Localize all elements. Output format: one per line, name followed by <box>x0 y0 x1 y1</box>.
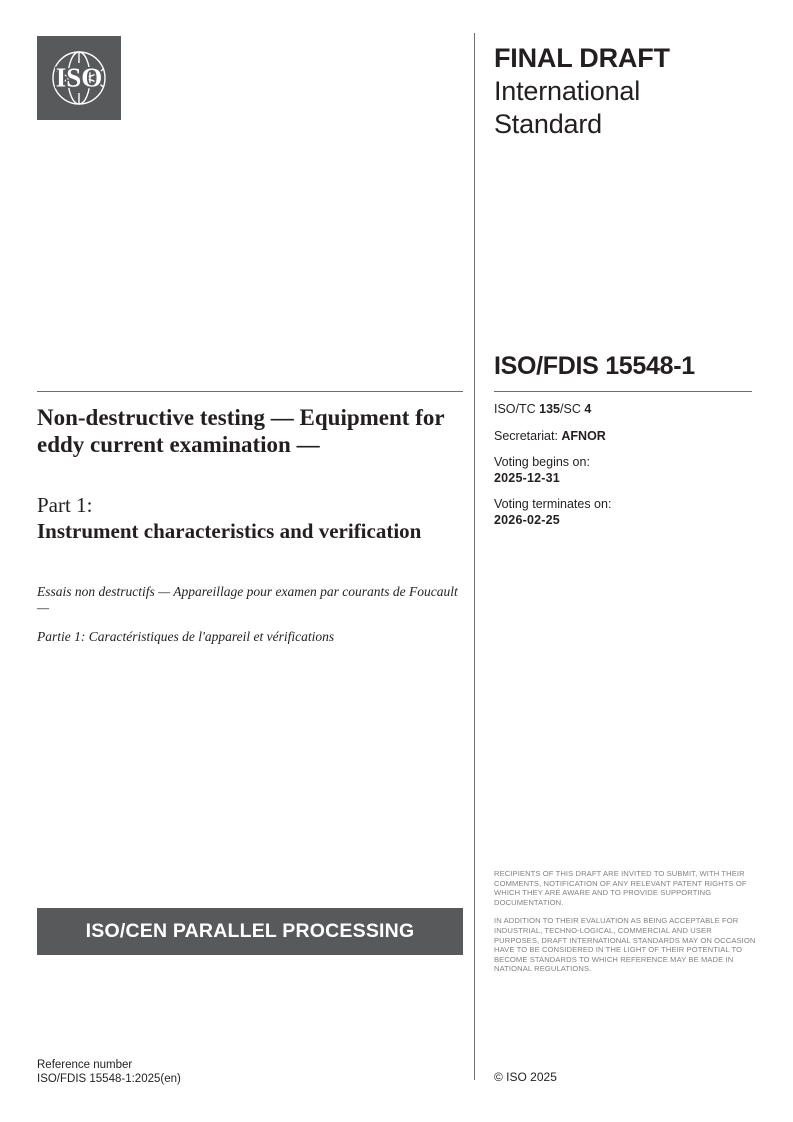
parallel-processing-label: ISO/CEN PARALLEL PROCESSING <box>85 920 415 942</box>
voting-terminates-date: 2026-02-25 <box>494 512 560 527</box>
document-type-heading <box>494 42 764 141</box>
column-divider <box>474 33 475 1080</box>
technical-committee <box>494 402 756 418</box>
secretariat <box>494 429 756 445</box>
part-label: Part 1: <box>37 493 93 517</box>
french-part-title: Partie 1: Caractéristiques de l'appareil et vérifications <box>37 629 335 644</box>
voting-begins <box>494 455 756 486</box>
title-divider-right <box>494 391 752 392</box>
document-type-line-1: FINAL DRAFT <box>494 43 670 73</box>
part-block <box>37 492 457 544</box>
sc-prefix: /SC <box>560 402 585 416</box>
standard-title-english: Non-destructive testing — Equipment for eddy current examination — <box>37 405 445 457</box>
notice-paragraph-1: RECIPIENTS OF THIS DRAFT ARE INVITED TO SUBMIT, WITH THEIR COMMENTS, NOTIFICATION OF ANY RELEVANT PATENT RIGHTS OF WHICH THEY ARE AWARE AND TO PROVIDE SUPPORTING DOCUMENTATION. <box>494 869 747 907</box>
tc-prefix: ISO/TC <box>494 402 540 416</box>
voting-terminates <box>494 497 756 528</box>
document-type-line-3: Standard <box>494 109 602 139</box>
reference-number-block <box>37 1058 181 1086</box>
voting-begins-label: Voting begins on: <box>494 455 590 469</box>
iso-globe-icon <box>37 36 121 120</box>
parallel-processing-banner <box>37 908 463 955</box>
secretariat-value: AFNOR <box>561 428 606 443</box>
part-title: Instrument characteristics and verification <box>37 519 422 543</box>
committee-metadata <box>494 402 756 528</box>
french-main-title: Essais non destructifs — Appareillage pour examen par courants de Foucault — <box>37 584 458 615</box>
voting-begins-date: 2025-12-31 <box>494 470 560 485</box>
standard-title-french <box>37 584 467 645</box>
copyright-line: © ISO 2025 <box>494 1070 557 1084</box>
tc-number: 135 <box>539 402 561 416</box>
reference-number-value: ISO/FDIS 15548-1:2025(en) <box>37 1073 181 1085</box>
voting-terminates-label: Voting terminates on: <box>494 497 612 511</box>
secretariat-label: Secretariat: <box>494 428 562 443</box>
iso-logo <box>37 36 121 120</box>
standard-number: ISO/FDIS 15548-1 <box>494 352 695 380</box>
sc-number: 4 <box>584 402 592 416</box>
title-divider-left <box>37 391 463 392</box>
reference-number-label: Reference number <box>37 1059 133 1071</box>
document-type-line-2: International <box>494 76 641 106</box>
patent-notice <box>494 869 756 974</box>
notice-paragraph-2: IN ADDITION TO THEIR EVALUATION AS BEING ACCEPTABLE FOR INDUSTRIAL, TECHNO-LOGICAL, COMMERCIAL AND USER PURPOSES, DRAFT INTERNATIONAL STANDARDS MAY ON OCCASION HAVE TO BE CONSIDERED IN THE LIGHT OF THEIR POTENTIAL TO BECOME STANDARDS TO WHICH REFERENCE MAY BE MADE IN NATIONAL REGULATIONS. <box>494 916 756 974</box>
iso-wordmark: ISO <box>55 62 103 93</box>
